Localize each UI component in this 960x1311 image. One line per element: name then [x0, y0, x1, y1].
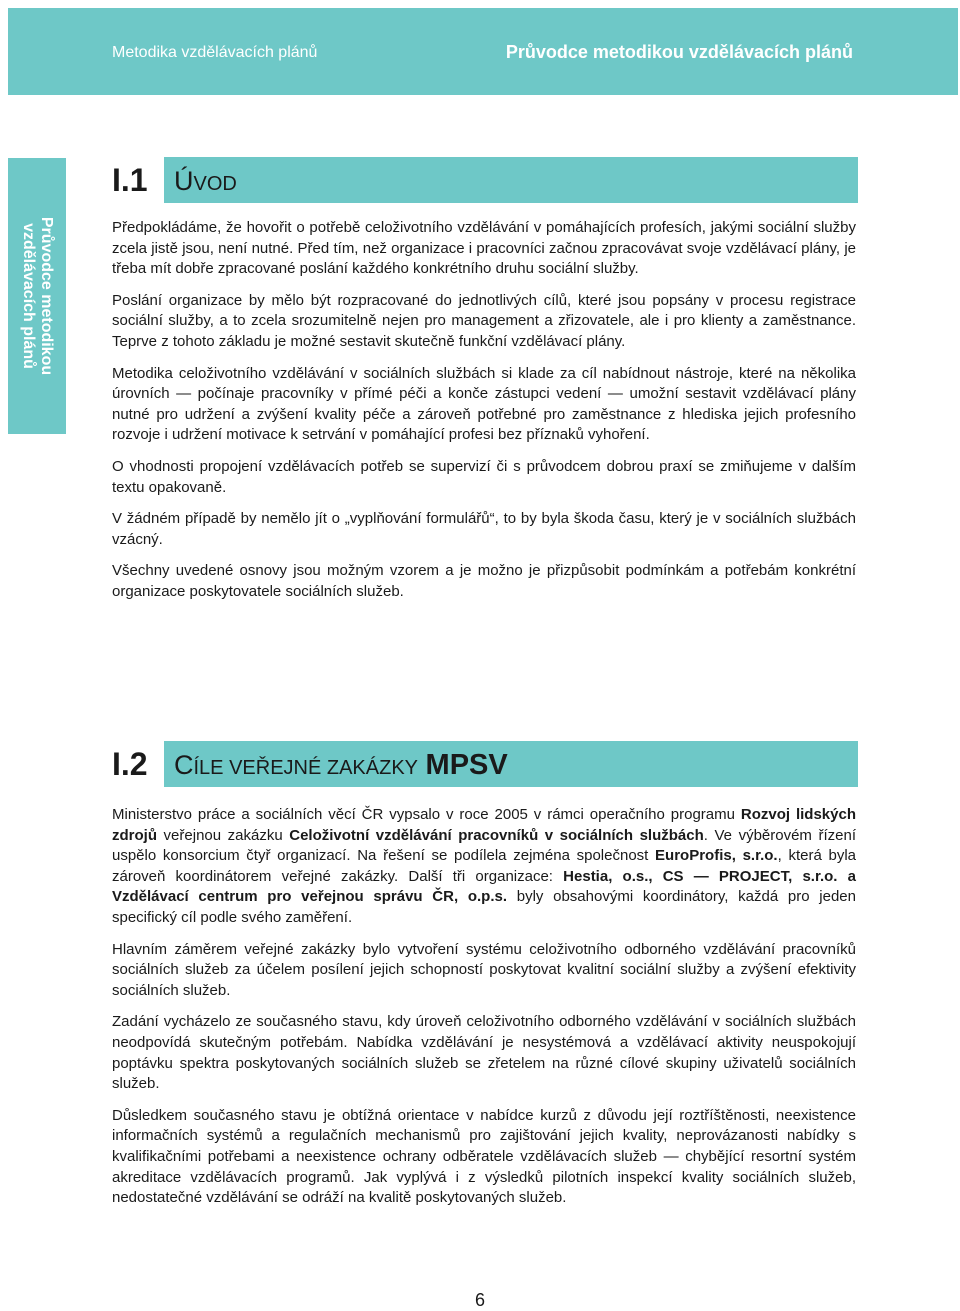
paragraph-intro — [112, 805, 856, 929]
section-title — [174, 157, 237, 203]
side-tab-label — [19, 158, 55, 434]
paragraph: Metodika celoživotního vzdělávání v sociálních službách si klade za cíl nabídnout nástroje, které na několika úrovních — počínaje pracovníky v přímé péči a konče zástupci vedení — umožní sestavit vzdělávací plány nutné pro udržení a zvýšení kvality péče a zároveň potřebné pro zaměstnance z hlediska jejich profesního rozvoje i udržení motivace k setrvání v pomáhající profesi bez příznaků vyhoření. — [112, 364, 856, 444]
title-rest: ÍLE VEŘEJNÉ ZAKÁZKY — [193, 757, 419, 779]
header-right-title: Průvodce metodikou vzdělávacích plánů — [505, 42, 853, 62]
page-number: 6 — [474, 1290, 485, 1310]
paragraph: Všechny uvedené osnovy jsou možným vzorem a je možno je přizpůsobit podmínkám a potřebám konkrétní organizace poskytovatele sociálních služeb. — [112, 562, 856, 600]
paragraph: Hlavním záměrem veřejné zakázky bylo vytvoření systému celoživotního odborného vzdělávání pracovníků sociálních služeb za účelem posílení jejich schopností poskytovat kvalitní sociální služby a zvýšení efektivity sociálních služeb. — [112, 940, 856, 999]
paragraph: Poslání organizace by mělo být rozpracované do jednotlivých cílů, které jsou popsány v procesu registrace sociální služby, a to zcela srozumitelně nejen pro management a zřizovatele, ale i pro klienty a zaměstnance. Teprve z tohoto základu je možné sestavit skutečně funkční vzdělávací plány. — [112, 291, 856, 350]
title-rest: VOD — [193, 173, 237, 195]
section-heading-2 — [112, 741, 858, 787]
section-separator — [164, 157, 166, 203]
text: Ministerstvo práce a sociálních věcí ČR vypsalo v roce 2005 v rámci operačního programu — [112, 806, 741, 823]
section-title — [174, 741, 508, 787]
title-initial: C — [174, 750, 194, 780]
bold-text: Celoživotní vzdělávání pracovníků v sociálních službách — [289, 826, 704, 844]
side-tab-line2: vzdělávacích plánů — [20, 223, 37, 369]
paragraph: O vhodnosti propojení vzdělávacích potřeb se supervizí či s průvodcem dobrou praxí se zmiňujeme v dalším textu opakovaně. — [112, 457, 856, 496]
text: , která byla zároveň koordinátorem veřejné zakázky. Další tři organizace: — [112, 847, 857, 885]
bold-text: EuroProfis, s.r.o. — [655, 847, 778, 865]
text: veřejnou zakázku — [157, 826, 290, 844]
text: byly obsahovými koordinátory, každá pro jeden specifický cíl podle svého zaměření. — [112, 888, 856, 926]
bold-text: Hestia, o.s., CS — PROJECT, s.r.o. a Vzdělávací centrum pro veřejnou správu ČR, o.p.s. — [112, 867, 856, 906]
section-1-body — [112, 218, 856, 614]
section-number: I.2 — [112, 741, 164, 787]
bold-text: Rozvoj lidských zdrojů — [112, 806, 856, 844]
title-bold: MPSV — [425, 749, 508, 781]
title-initial: Ú — [174, 166, 194, 196]
section-2-body — [112, 805, 856, 1220]
header-left-title: Metodika vzdělávacích plánů — [112, 44, 318, 61]
paragraph: V žádném případě by nemělo jít o „vyplňování formulářů“, to by byla škoda času, který je v sociálních službách vzácný. — [112, 510, 856, 548]
paragraph: Předpokládáme, že hovořit o potřebě celoživotního vzdělávání v pomáhajících profesích, jakými sociální služby zcela jistě jsou, není nutné. Před tím, než organizace i pracovníci začnou zpracovávat svoje vzdělávací plány, je třeba mít dobře zpracované poslání každého konkrétního druhu sociální služby. — [112, 219, 856, 278]
paragraph: Důsledkem současného stavu je obtížná orientace v nabídce kurzů z důvodu její roztříštěnosti, neexistence informačních systémů a regulačních mechanismů pro zajištování jejich kvality, neprovázanosti nabídky s kvalifikačními potřebami a neexistence ochrany odběratele vzdělávacích služeb — chybějící resortní systém akreditace vzdělávacích programů. Jak vyplývá i z výsledků pilotních inspekcí kvality sociálních služeb, nedostatečné vzdělávání se odráží na kvalitě poskytovaných služeb. — [112, 1106, 856, 1207]
section-number: I.1 — [112, 157, 164, 203]
section-heading-1 — [112, 157, 858, 203]
section-separator — [164, 741, 166, 787]
page-header — [8, 8, 958, 95]
text: . Ve výběrovém řízení uspělo konsorcium čtyř organizací. Na řešení se podílela zejména společnost — [112, 826, 856, 865]
side-tab — [8, 158, 66, 434]
side-tab-line1: Průvodce metodikou — [38, 216, 55, 376]
paragraph: Zadání vycházelo ze současného stavu, kdy úroveň celoživotního odborného vzdělávání v sociálních službách neodpovídá skutečným potřebám. Nabídka vzdělávání je nesystémová a vzdělávací aktivity neuspokojují poptávku spektra poskytovaných sociálních služeb se zřetelem na různé cílové skupiny uživatelů sociálních služeb. — [112, 1013, 856, 1093]
